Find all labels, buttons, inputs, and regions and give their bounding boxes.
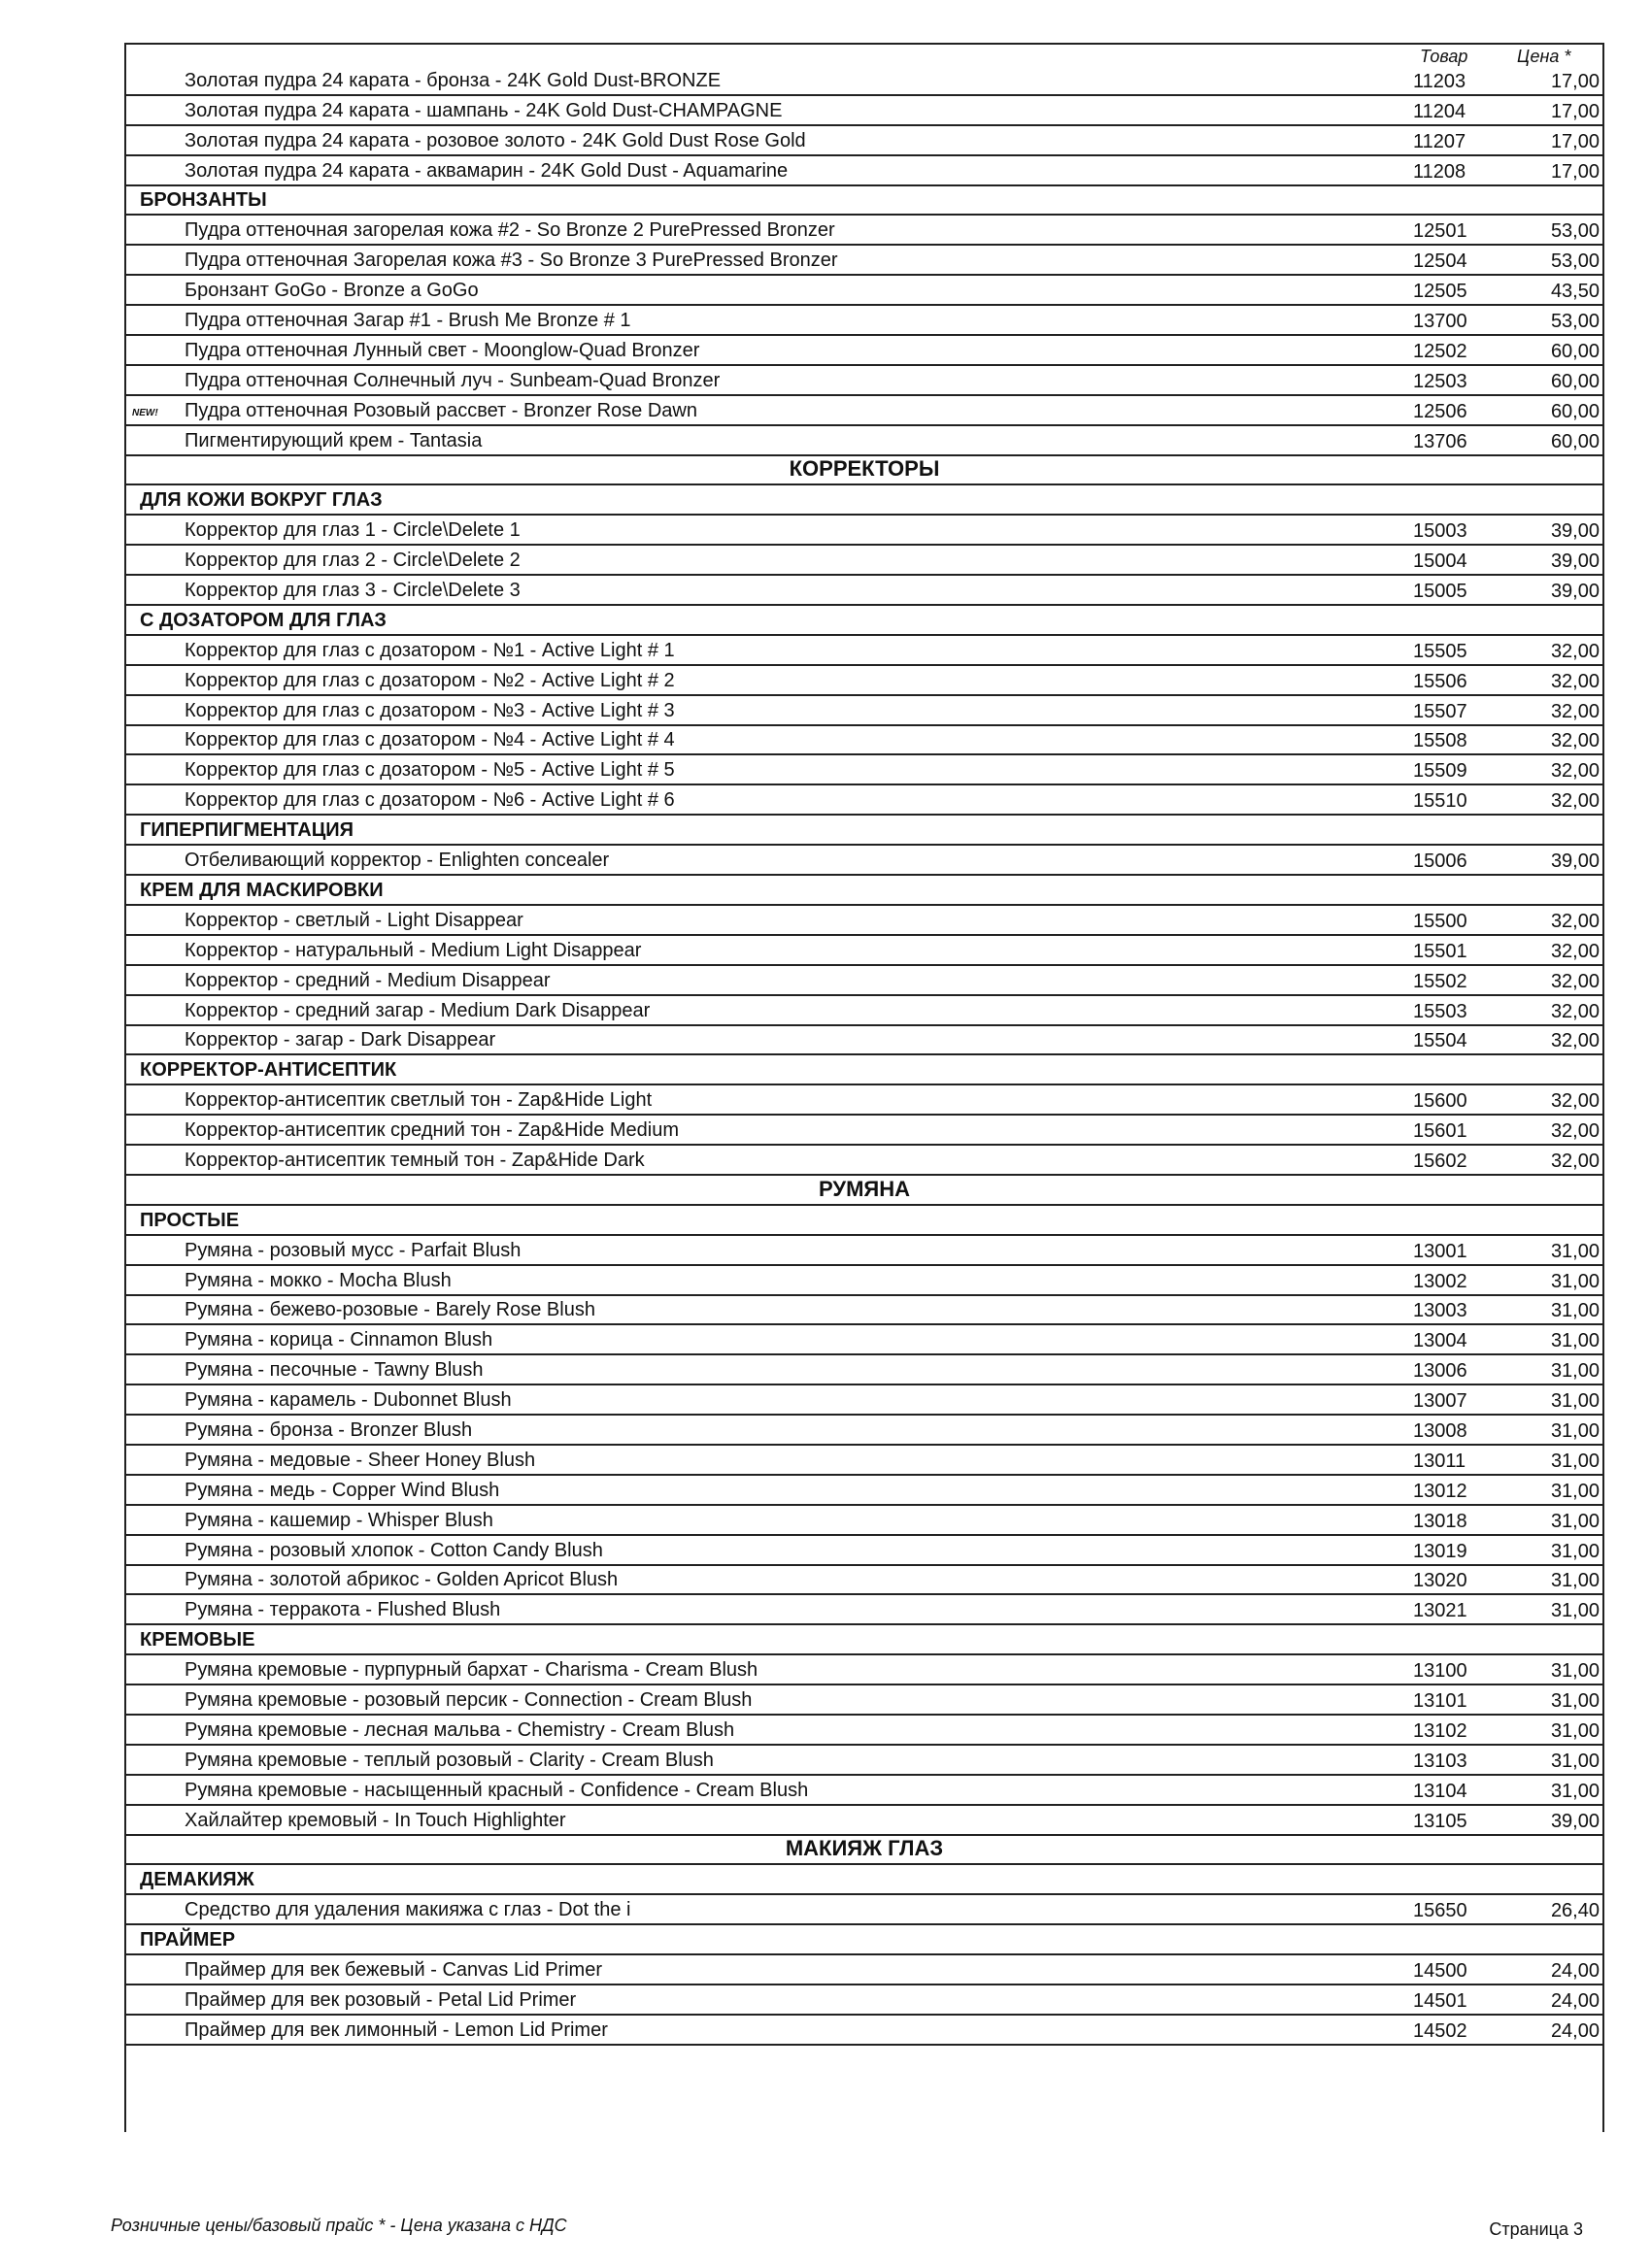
product-price: 32,00: [1550, 1090, 1600, 1113]
product-name: Корректор для глаз с дозатором - №2 - Active Light # 2: [185, 669, 675, 691]
product-code: 15501: [1413, 940, 1467, 962]
product-name: Румяна кремовые - насыщенный красный - Confidence - Cream Blush: [185, 1779, 809, 1801]
product-price: 24,00: [1550, 1960, 1600, 1982]
product-code: 15508: [1413, 730, 1467, 752]
product-name: Корректор для глаз с дозатором - №4 - Active Light # 4: [185, 729, 675, 751]
product-price: 31,00: [1550, 1570, 1600, 1592]
product-price: 60,00: [1550, 340, 1600, 362]
product-price: 31,00: [1550, 1300, 1600, 1322]
product-price: 31,00: [1550, 1719, 1600, 1742]
product-code: 13101: [1413, 1689, 1467, 1712]
product-code: 14502: [1413, 2019, 1467, 2042]
table-row: [126, 1146, 1602, 1176]
product-code: 13004: [1413, 1330, 1467, 1352]
product-code: 15506: [1413, 670, 1467, 692]
page-footer: [111, 2216, 1583, 2245]
table-row: [126, 696, 1602, 726]
product-price: 32,00: [1550, 730, 1600, 752]
table-row: [126, 1685, 1602, 1716]
table-body: [126, 66, 1602, 2046]
product-name: Румяна - корица - Cinnamon Blush: [185, 1329, 493, 1351]
product-code: 12506: [1413, 400, 1467, 422]
product-price: 39,00: [1550, 581, 1600, 603]
table-row: [126, 636, 1602, 666]
product-name: Корректор для глаз 1 - Circle\Delete 1: [185, 519, 521, 542]
table-row: [126, 755, 1602, 785]
product-price: 17,00: [1550, 70, 1600, 92]
category-row: [126, 186, 1602, 217]
product-name: Пудра оттеночная Загар #1 - Brush Me Bronze # 1: [185, 310, 631, 332]
table-row: [126, 666, 1602, 696]
section-title: КОРРЕКТОР-АНТИСЕПТИК: [140, 1059, 397, 1082]
product-code: 13100: [1413, 1660, 1467, 1683]
product-code: 11208: [1413, 160, 1466, 183]
product-code: 13008: [1413, 1419, 1467, 1442]
table-row: [126, 785, 1602, 816]
table-row: [126, 1355, 1602, 1385]
product-price: 32,00: [1550, 640, 1600, 662]
table-row: [126, 1895, 1602, 1925]
product-code: 15650: [1413, 1900, 1467, 1922]
product-name: Румяна - карамель - Dubonnet Blush: [185, 1389, 512, 1412]
product-name: Праймер для век бежевый - Canvas Lid Primer: [185, 1959, 602, 1981]
product-price: 39,00: [1550, 1810, 1600, 1832]
product-name: Румяна - медь - Copper Wind Blush: [185, 1479, 500, 1501]
table-row: [126, 1536, 1602, 1566]
product-price: 17,00: [1550, 100, 1600, 122]
table-row: [126, 1385, 1602, 1416]
page-number: Страница 3: [1489, 2219, 1583, 2239]
product-name: Корректор-антисептик темный тон - Zap&Hide Dark: [185, 1149, 645, 1171]
table-row: [126, 1446, 1602, 1476]
product-code: 13006: [1413, 1360, 1467, 1383]
product-price: 24,00: [1550, 2019, 1600, 2042]
table-row: [126, 1266, 1602, 1296]
product-price: 32,00: [1550, 1120, 1600, 1143]
product-name: Пудра оттеночная загорелая кожа #2 - So Bronze 2 PurePressed Bronzer: [185, 219, 835, 242]
product-name: Корректор для глаз 2 - Circle\Delete 2: [185, 550, 521, 572]
product-code: 15006: [1413, 850, 1467, 873]
product-price: 31,00: [1550, 1689, 1600, 1712]
table-row: [126, 1776, 1602, 1806]
product-price: 32,00: [1550, 970, 1600, 992]
table-row: [126, 1566, 1602, 1596]
product-name: Корректор для глаз с дозатором - №1 - Active Light # 1: [185, 639, 675, 661]
product-price: 32,00: [1550, 910, 1600, 932]
product-name: Корректор-антисептик средний тон - Zap&Hide Medium: [185, 1119, 679, 1142]
product-code: 14501: [1413, 1989, 1467, 2012]
product-name: Корректор для глаз с дозатором - №6 - Active Light # 6: [185, 789, 675, 812]
table-row: [126, 1985, 1602, 2016]
table-row: [126, 996, 1602, 1026]
product-name: Корректор - средний - Medium Disappear: [185, 969, 551, 991]
product-price: 39,00: [1550, 850, 1600, 873]
footer-note: Розничные цены/базовый прайс * - Цена указана с НДС: [111, 2216, 567, 2235]
product-code: 11203: [1413, 70, 1466, 92]
product-name: Корректор - загар - Dark Disappear: [185, 1029, 496, 1051]
product-name: Корректор для глаз с дозатором - №5 - Active Light # 5: [185, 759, 675, 782]
product-price: 60,00: [1550, 400, 1600, 422]
product-code: 13102: [1413, 1719, 1467, 1742]
product-price: 31,00: [1550, 1510, 1600, 1532]
section-title: ДЛЯ КОЖИ ВОКРУГ ГЛАЗ: [140, 489, 383, 512]
table-row: [126, 1116, 1602, 1146]
product-name: Золотая пудра 24 карата - розовое золото - 24K Gold Dust Rose Gold: [185, 129, 806, 151]
table-row: [126, 1325, 1602, 1355]
product-code: 13011: [1413, 1450, 1466, 1472]
table-row: [126, 1746, 1602, 1776]
product-name: Пудра оттеночная Розовый рассвет - Bronzer Rose Dawn: [185, 399, 697, 421]
new-badge: NEW!: [132, 407, 158, 418]
category-row: [126, 1865, 1602, 1895]
table-row: [126, 516, 1602, 546]
table-row: [126, 156, 1602, 186]
product-code: 13019: [1413, 1540, 1467, 1562]
table-row: [126, 1595, 1602, 1625]
product-price: 39,00: [1550, 550, 1600, 573]
product-name: Пигментирующий крем - Tantasia: [185, 429, 483, 451]
product-code: 13007: [1413, 1390, 1467, 1413]
category-row: [126, 606, 1602, 636]
category-row: [126, 876, 1602, 906]
table-row: [126, 1506, 1602, 1536]
product-name: Средство для удаления макияжа с глаз - Dot the i: [185, 1899, 631, 1921]
product-name: Корректор для глаз 3 - Circle\Delete 3: [185, 580, 521, 602]
product-price: 53,00: [1550, 250, 1600, 273]
product-code: 13021: [1413, 1600, 1467, 1622]
product-price: 32,00: [1550, 760, 1600, 783]
product-price: 32,00: [1550, 1030, 1600, 1052]
product-code: 15503: [1413, 1000, 1467, 1022]
section-title: ДЕМАКИЯЖ: [140, 1869, 254, 1891]
product-price: 32,00: [1550, 1150, 1600, 1172]
section-title: РУМЯНА: [819, 1176, 910, 1201]
product-price: 26,40: [1550, 1900, 1600, 1922]
product-price: 31,00: [1550, 1419, 1600, 1442]
table-row: [126, 906, 1602, 936]
table-row: [126, 66, 1602, 96]
table-row: [126, 1296, 1602, 1326]
table-row: [126, 426, 1602, 456]
product-code: 13018: [1413, 1510, 1467, 1532]
product-code: 11204: [1413, 100, 1466, 122]
product-code: 15502: [1413, 970, 1467, 992]
product-name: Золотая пудра 24 карата - аквамарин - 24K Gold Dust - Aquamarine: [185, 159, 789, 182]
product-price: 31,00: [1550, 1240, 1600, 1262]
product-code: 12503: [1413, 370, 1467, 392]
product-price: 31,00: [1550, 1390, 1600, 1413]
table-row: [126, 546, 1602, 576]
category-row: [126, 485, 1602, 516]
product-price: 43,50: [1550, 281, 1600, 303]
product-price: 31,00: [1550, 1750, 1600, 1772]
product-code: 13104: [1413, 1780, 1467, 1802]
section-title: КРЕМ ДЛЯ МАСКИРОВКИ: [140, 879, 384, 901]
table-row: [126, 726, 1602, 756]
product-code: 15005: [1413, 581, 1467, 603]
product-price: 31,00: [1550, 1450, 1600, 1472]
product-name: Пудра оттеночная Загорелая кожа #3 - So Bronze 3 PurePressed Bronzer: [185, 250, 838, 272]
product-name: Румяна - бежево-розовые - Barely Rose Blush: [185, 1299, 595, 1321]
product-price: 31,00: [1550, 1480, 1600, 1502]
product-code: 13001: [1413, 1240, 1467, 1262]
product-name: Румяна - мокко - Mocha Blush: [185, 1269, 452, 1291]
product-name: Румяна - песочные - Tawny Blush: [185, 1359, 484, 1382]
section-title: КОРРЕКТОРЫ: [789, 456, 940, 482]
product-name: Корректор - светлый - Light Disappear: [185, 909, 523, 931]
product-price: 17,00: [1550, 130, 1600, 152]
product-name: Румяна кремовые - лесная мальва - Chemistry - Cream Blush: [185, 1718, 735, 1741]
product-name: Хайлайтер кремовый - In Touch Highlighter: [185, 1809, 566, 1831]
price-column-header: Цена *: [1517, 47, 1571, 66]
category-row: [126, 1625, 1602, 1655]
product-code: 15500: [1413, 910, 1467, 932]
product-name: Румяна кремовые - теплый розовый - Clarity - Cream Blush: [185, 1749, 714, 1771]
table-row: [126, 126, 1602, 156]
product-code: 13105: [1413, 1810, 1467, 1832]
product-name: Корректор - натуральный - Medium Light Disappear: [185, 939, 642, 961]
category-row: [126, 1055, 1602, 1085]
product-name: Золотая пудра 24 карата - шампань - 24K Gold Dust-CHAMPAGNE: [185, 99, 783, 121]
section-title: КРЕМОВЫЕ: [140, 1629, 255, 1651]
product-code: 13700: [1413, 311, 1467, 333]
table-row: [126, 1236, 1602, 1266]
table-row: [126, 1085, 1602, 1116]
product-code: 13002: [1413, 1270, 1467, 1292]
product-name: Бронзант GoGo - Bronze a GoGo: [185, 280, 479, 302]
table-row: [126, 966, 1602, 996]
product-name: Румяна кремовые - розовый персик - Connection - Cream Blush: [185, 1688, 753, 1711]
product-name: Корректор - средний загар - Medium Dark Disappear: [185, 999, 651, 1021]
section-title: ПРАЙМЕР: [140, 1929, 236, 1951]
product-name: Румяна - золотой абрикос - Golden Apricot Blush: [185, 1569, 619, 1591]
table-row: [126, 2016, 1602, 2046]
product-code: 13103: [1413, 1750, 1467, 1772]
product-price: 32,00: [1550, 790, 1600, 813]
product-price: 39,00: [1550, 520, 1600, 543]
table-row: [126, 396, 1602, 426]
code-column-header: Товар: [1420, 47, 1468, 66]
table-row: [126, 366, 1602, 396]
category-row: [126, 1206, 1602, 1236]
product-price: 17,00: [1550, 160, 1600, 183]
product-price: 53,00: [1550, 311, 1600, 333]
product-price: 32,00: [1550, 670, 1600, 692]
product-price: 31,00: [1550, 1600, 1600, 1622]
product-code: 11207: [1413, 130, 1466, 152]
product-code: 12502: [1413, 340, 1467, 362]
product-price: 32,00: [1550, 1000, 1600, 1022]
product-price: 31,00: [1550, 1330, 1600, 1352]
table-row: [126, 846, 1602, 876]
section-header-row: [126, 1176, 1602, 1206]
section-title: С ДОЗАТОРОМ ДЛЯ ГЛАЗ: [140, 609, 387, 631]
product-price: 60,00: [1550, 430, 1600, 452]
product-code: 13012: [1413, 1480, 1467, 1502]
table-row: [126, 1655, 1602, 1685]
product-price: 31,00: [1550, 1660, 1600, 1683]
product-code: 15504: [1413, 1030, 1467, 1052]
product-name: Румяна - терракота - Flushed Blush: [185, 1599, 501, 1621]
product-code: 15003: [1413, 520, 1467, 543]
product-price: 32,00: [1550, 940, 1600, 962]
section-title: МАКИЯЖ ГЛАЗ: [785, 1836, 944, 1861]
product-code: 13706: [1413, 430, 1467, 452]
product-name: Румяна кремовые - пурпурный бархат - Charisma - Cream Blush: [185, 1659, 758, 1682]
section-header-row: [126, 1836, 1602, 1866]
table-row: [126, 1806, 1602, 1836]
product-name: Румяна - розовый хлопок - Cotton Candy Blush: [185, 1539, 603, 1561]
section-header-row: [126, 456, 1602, 486]
product-name: Румяна - кашемир - Whisper Blush: [185, 1509, 493, 1531]
product-name: Пудра оттеночная Лунный свет - Moonglow-Quad Bronzer: [185, 339, 700, 361]
table-row: [126, 1416, 1602, 1446]
product-name: Корректор для глаз с дозатором - №3 - Active Light # 3: [185, 699, 675, 721]
section-title: ГИПЕРПИГМЕНТАЦИЯ: [140, 819, 354, 842]
product-name: Румяна - медовые - Sheer Honey Blush: [185, 1449, 536, 1471]
product-name: Праймер для век розовый - Petal Lid Primer: [185, 1988, 577, 2011]
table-row: [126, 1955, 1602, 1985]
product-price: 24,00: [1550, 1989, 1600, 2012]
table-row: [126, 306, 1602, 336]
product-code: 15602: [1413, 1150, 1467, 1172]
product-price: 53,00: [1550, 220, 1600, 243]
product-code: 15004: [1413, 550, 1467, 573]
table-row: [126, 216, 1602, 246]
table-row: [126, 96, 1602, 126]
product-price: 31,00: [1550, 1270, 1600, 1292]
product-code: 15507: [1413, 700, 1467, 722]
product-code: 15600: [1413, 1090, 1467, 1113]
category-row: [126, 816, 1602, 846]
table-row: [126, 1476, 1602, 1506]
column-header: [126, 45, 1602, 66]
product-price: 60,00: [1550, 370, 1600, 392]
product-name: Румяна - бронза - Bronzer Blush: [185, 1418, 473, 1441]
product-code: 12501: [1413, 220, 1467, 243]
product-name: Корректор-антисептик светлый тон - Zap&Hide Light: [185, 1089, 653, 1112]
table-row: [126, 576, 1602, 606]
product-code: 15601: [1413, 1120, 1467, 1143]
price-list-table: [124, 43, 1604, 2132]
product-code: 12505: [1413, 281, 1467, 303]
table-row: [126, 246, 1602, 276]
table-row: [126, 1716, 1602, 1746]
product-code: 14500: [1413, 1960, 1467, 1982]
product-code: 15509: [1413, 760, 1467, 783]
product-code: 12504: [1413, 250, 1467, 273]
product-code: 13003: [1413, 1300, 1467, 1322]
table-row: [126, 336, 1602, 366]
product-name: Золотая пудра 24 карата - бронза - 24K Gold Dust-BRONZE: [185, 69, 722, 91]
section-title: ПРОСТЫЕ: [140, 1209, 240, 1231]
product-name: Пудра оттеночная Солнечный луч - Sunbeam-Quad Bronzer: [185, 369, 721, 391]
section-title: БРОНЗАНТЫ: [140, 189, 267, 212]
product-price: 31,00: [1550, 1780, 1600, 1802]
product-code: 15505: [1413, 640, 1467, 662]
table-row: [126, 276, 1602, 306]
product-price: 32,00: [1550, 700, 1600, 722]
table-row: [126, 1026, 1602, 1056]
product-name: Праймер для век лимонный - Lemon Lid Primer: [185, 2018, 608, 2041]
product-price: 31,00: [1550, 1540, 1600, 1562]
product-code: 13020: [1413, 1570, 1467, 1592]
product-price: 31,00: [1550, 1360, 1600, 1383]
product-code: 15510: [1413, 790, 1467, 813]
product-name: Румяна - розовый мусс - Parfait Blush: [185, 1239, 522, 1261]
category-row: [126, 1925, 1602, 1955]
table-row: [126, 936, 1602, 966]
product-name: Отбеливающий корректор - Enlighten concealer: [185, 850, 610, 872]
